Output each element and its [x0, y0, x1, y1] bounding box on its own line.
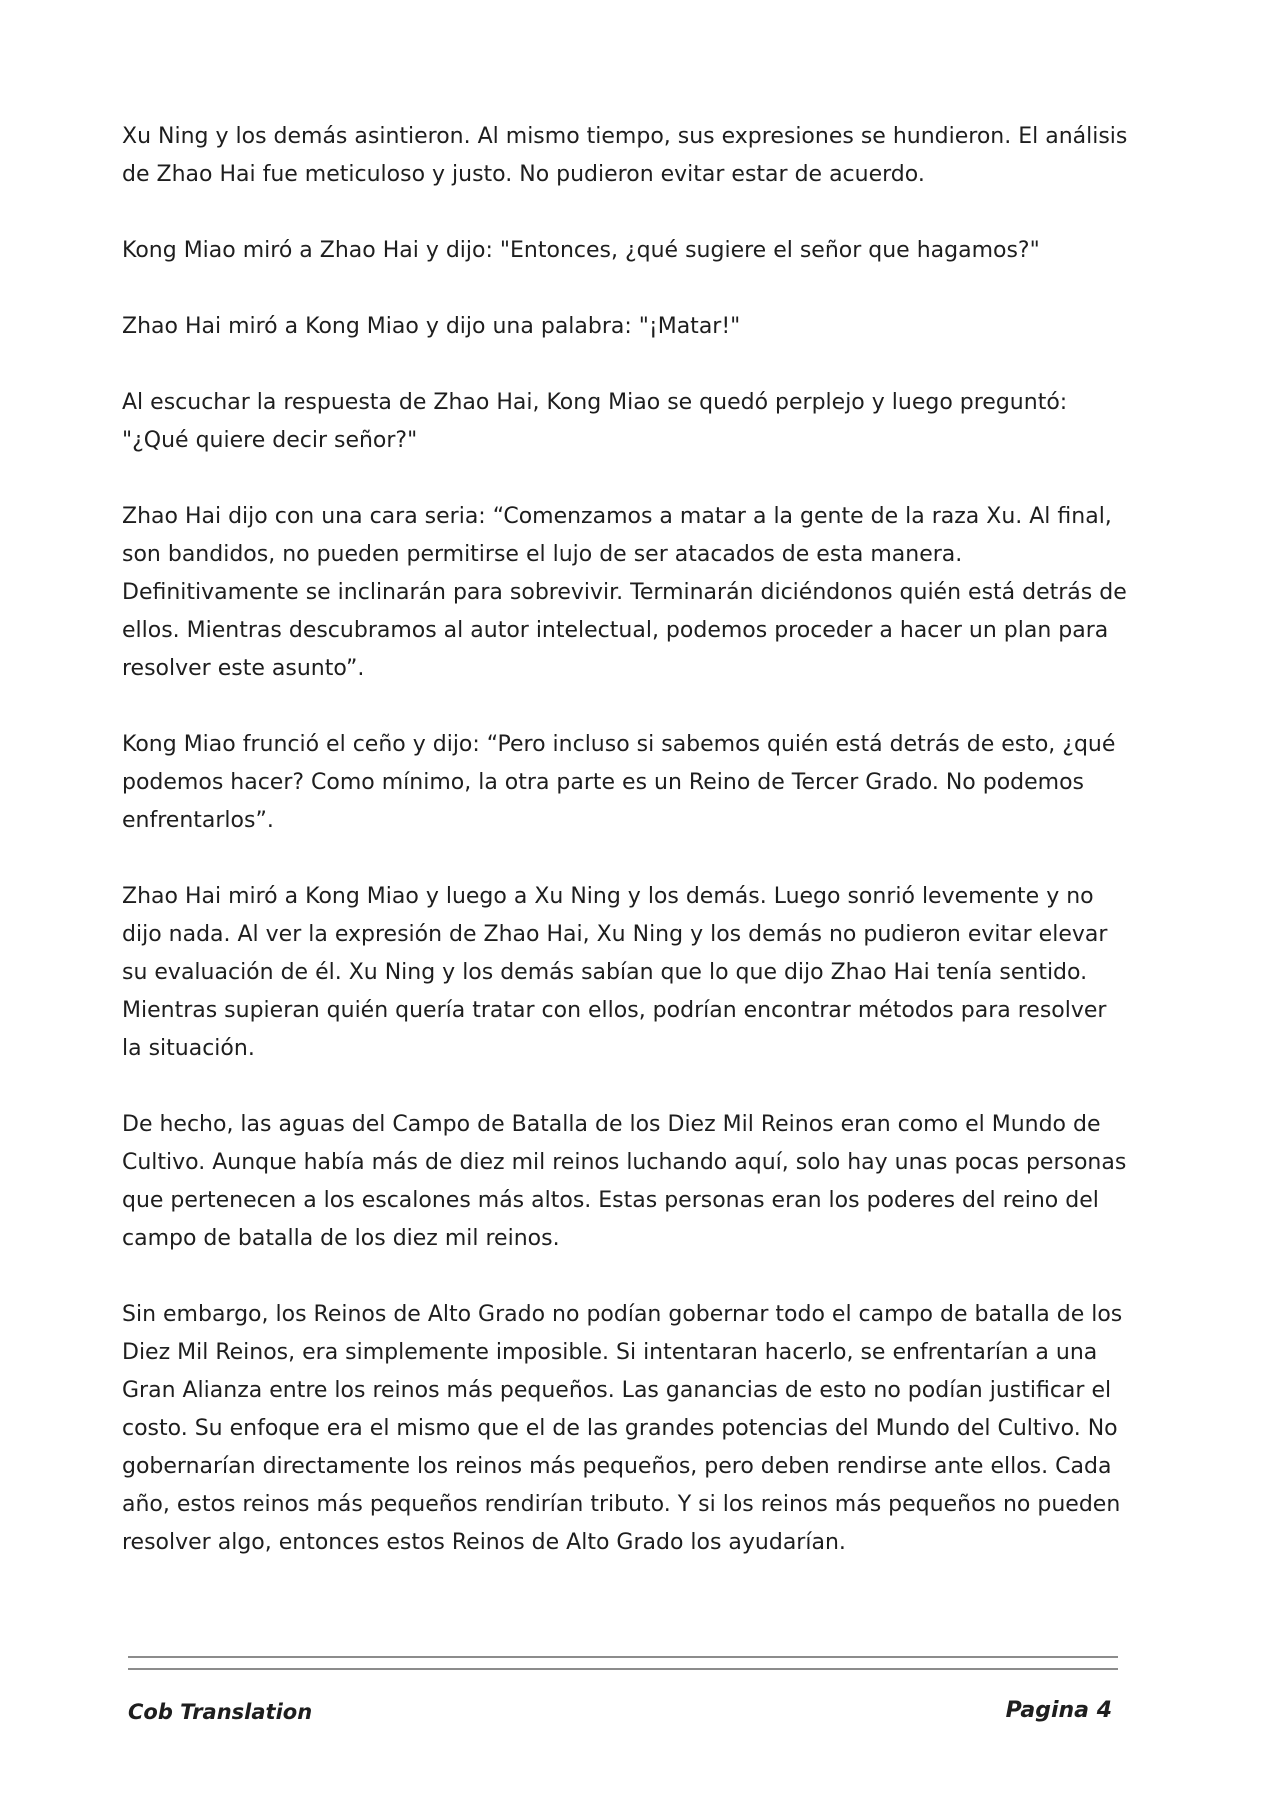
footer-divider-top [128, 1656, 1118, 1658]
paragraph: De hecho, las aguas del Campo de Batalla de los Diez Mil Reinos eran como el Mundo de Cultivo. Aunque había más de diez mil reinos luchando aquí, solo hay unas pocas personas que pertenecen a los escalones más altos. Estas personas eran los poderes del reino del campo de batalla de los diez mil reinos. [122, 1112, 1127, 1251]
paragraph: Zhao Hai miró a Kong Miao y dijo una palabra: "¡Matar!" [122, 314, 741, 339]
paragraph: Zhao Hai dijo con una cara seria: “Comenzamos a matar a la gente de la raza Xu. Al final, son bandidos, no pueden permitirse el lujo de ser atacados de esta manera. Definitivamente se inclinarán para sobrevivir. Terminarán diciéndonos quién está detrás de ellos. Mientras descubramos al autor intelectual, podemos proceder a hacer un plan para resolver este asunto”. [122, 504, 1127, 681]
paragraph: Sin embargo, los Reinos de Alto Grado no podían gobernar todo el campo de batalla de los Diez Mil Reinos, era simplemente imposible. Si intentaran hacerlo, se enfrentarían a una Gran Alianza entre los reinos más pequeños. Las ganancias de esto no podían justificar el costo. Su enfoque era el mismo que el de las grandes potencias del Mundo del Cultivo. No gobernarían directamente los reinos más pequeños, pero deben rendirse ante ellos. Cada año, estos reinos más pequeños rendirían tributo. Y si los reinos más pequeños no pueden resolver algo, entonces estos Reinos de Alto Grado los ayudarían. [122, 1302, 1123, 1555]
paragraph: Kong Miao frunció el ceño y dijo: “Pero incluso si sabemos quién está detrás de esto, ¿qué podemos hacer? Como mínimo, la otra parte es un Reino de Tercer Grado. No podemos enfrentarlos”. [122, 732, 1116, 833]
footer-divider-bottom [128, 1668, 1118, 1670]
footer-translator-credit: Cob Translation [128, 1700, 313, 1724]
paragraph: Xu Ning y los demás asintieron. Al mismo tiempo, sus expresiones se hundieron. El análisis de Zhao Hai fue meticuloso y justo. No pudieron evitar estar de acuerdo. [122, 124, 1128, 187]
body-text [122, 118, 1132, 1562]
paragraph: Kong Miao miró a Zhao Hai y dijo: "Entonces, ¿qué sugiere el señor que hagamos?" [122, 238, 1040, 263]
paragraph: Zhao Hai miró a Kong Miao y luego a Xu Ning y los demás. Luego sonrió levemente y no dijo nada. Al ver la expresión de Zhao Hai, Xu Ning y los demás no pudieron evitar elevar su evaluación de él. Xu Ning y los demás sabían que lo que dijo Zhao Hai tenía sentido. Mientras supieran quién quería tratar con ellos, podrían encontrar métodos para resolver la situación. [122, 884, 1108, 1061]
paragraph: Al escuchar la respuesta de Zhao Hai, Kong Miao se quedó perplejo y luego preguntó: "¿Qué quiere decir señor?" [122, 390, 1068, 453]
footer-page-number: Pagina 4 [1005, 1698, 1112, 1723]
